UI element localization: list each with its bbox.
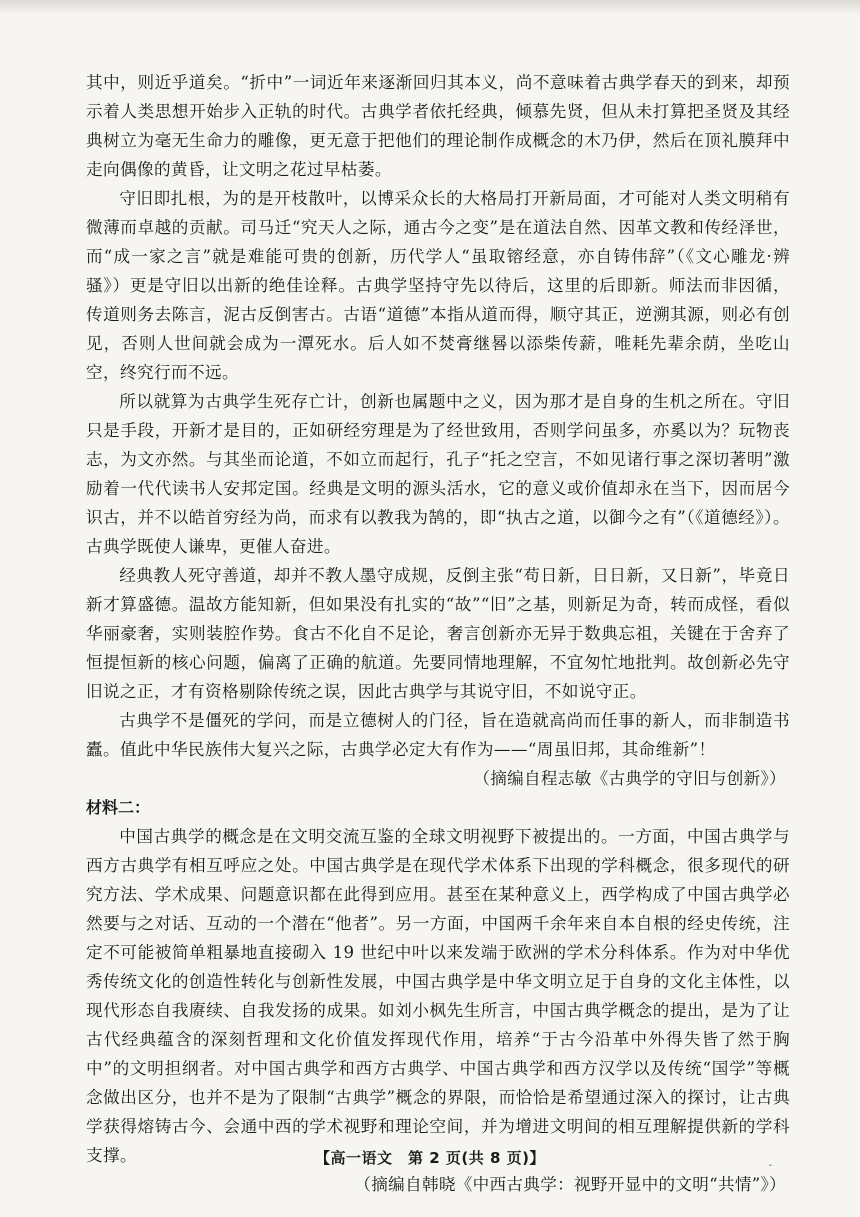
paragraph-conclusion: 古典学不是僵死的学问，而是立德树人的门径，旨在造就高尚而任事的新人，而非制造书蠹。值此中华民族伟大复兴之际，古典学必定大有作为——“周虽旧邦，其命维新”！ bbox=[86, 711, 790, 759]
paragraph-chuangxin: 所以就算为古典学生死存亡计，创新也属题中之义，因为那才是自身的生机之所在。守旧只是手段，开新才是目的，正如研经穷理是为了经世致用，否则学问虽多，亦奚以为？玩物丧志，为文亦然。与其坐而论道，不如立而起行，孔子“托之空言，不如见诸行事之深切著明”激励着一代代读书人安邦定国。经典是文明的源头活水，它的意义或价值却永在当下，因而居今识古，并不以皓首穷经为尚，而求有以教我为鹄的，即“执古之道，以御今之有”（《道德经》）。古典学既使人谦卑，更催人奋进。 bbox=[86, 392, 790, 556]
corner-mark: - bbox=[768, 1160, 772, 1171]
material2-heading: 材料二： bbox=[86, 798, 151, 817]
page-footer: 【高一语文 第 2 页(共 8 页)】 bbox=[315, 1149, 545, 1167]
paragraph-shoujiu: 守旧即扎根，为的是开枝散叶，以博采众长的大格局打开新局面，才可能对人类文明稍有微薄而卓越的贡献。司马迁“究天人之际，通古今之变”是在道法自然、因革文教和传经泽世，而“成一家之言”就是难能可贵的创新，历代学人“虽取镕经意，亦自铸伟辞”（《文心雕龙·辨骚》）更是守旧以出新的绝佳诠释。古典学坚持守先以待后，这里的后即新。师法而非因循，传道则务去陈言，泥古反倒害古。古语“道德”本指从道而得，顺守其正，逆溯其源，则必有创见，否则人世间就会成为一潭死水。后人如不焚膏继晷以添柴传薪，唯耗先辈余荫，坐吃山空，终究行而不远。 bbox=[86, 189, 790, 382]
paragraph-shouzheng: 经典教人死守善道，却并不教人墨守成规，反倒主张“苟日新，日日新，又日新”，毕竟日新才算盛德。温故方能知新，但如果没有扎实的“故”“旧”之基，则新足为奇，转而成怪，看似华丽豪奢，实则装腔作势。食古不化自不足论，奢言创新亦无异于数典忘祖，关键在于舍弃了恒提恒新的核心问题，偏离了正确的航道。先要同情地理解，不宜匆忙地批判。故创新必先守旧说之正，才有资格剔除传统之误，因此古典学与其说守旧，不如说守正。 bbox=[86, 566, 790, 701]
paragraph-continuation: 其中，则近乎道矣。“折中”一词近年来逐渐回归其本义，尚不意味着古典学春天的到来，却预示着人类思想开始步入正轨的时代。古典学者依托经典，倾慕先贤，但从未打算把圣贤及其经典树立为毫无生命力的雕像，更无意于把他们的理论制作成概念的木乃伊，然后在顶礼膜拜中走向偶像的黄昏，让文明之花过早枯萎。 bbox=[86, 73, 790, 179]
source-citation-1: （摘编自程志敏《古典学的守旧与创新》） bbox=[473, 769, 786, 788]
source-citation-2: （摘编自韩晓《中西古典学：视野开显中的文明“共情”》） bbox=[354, 1175, 786, 1194]
scan-edge bbox=[0, 0, 860, 14]
paragraph-material2: 中国古典学的概念是在文明交流互鉴的全球文明视野下被提出的。一方面，中国古典学与西方古典学有相互呼应之处。中国古典学是在现代学术体系下出现的学科概念，很多现代的研究方法、学术成果、问题意识都在此得到应用。甚至在某种意义上，西学构成了中国古典学必然要与之对话、互动的一个潜在“他者”。另一方面，中国两千余年来自本自根的经史传统，注定不可能被简单粗暴地直接砌入 19 世纪中叶以来发端于欧洲的学术分科体系。作为对中华优秀传统文化的创造性转化与创新性发展，中国古典学是中华文明立足于自身的文化主体性，以现代形态自我赓续、自我发扬的成果。如刘小枫先生所言，中国古典学概念的提出，是为了让古代经典蕴含的深刻哲理和文化价值发挥现代作用，培养“于古今沿革中外得失皆了然于胸中”的文明担纲者。对中国古典学和西方古典学、中国古典学和西方汉学以及传统“国学”等概念做出区分，也并不是为了限制“古典学”概念的界限，而恰恰是希望通过深入的探讨，让古典学获得熔铸古今、会通中西的学术视野和理论空间，并为增进文明间的相互理解提供新的学科支撑。 bbox=[86, 827, 790, 1165]
